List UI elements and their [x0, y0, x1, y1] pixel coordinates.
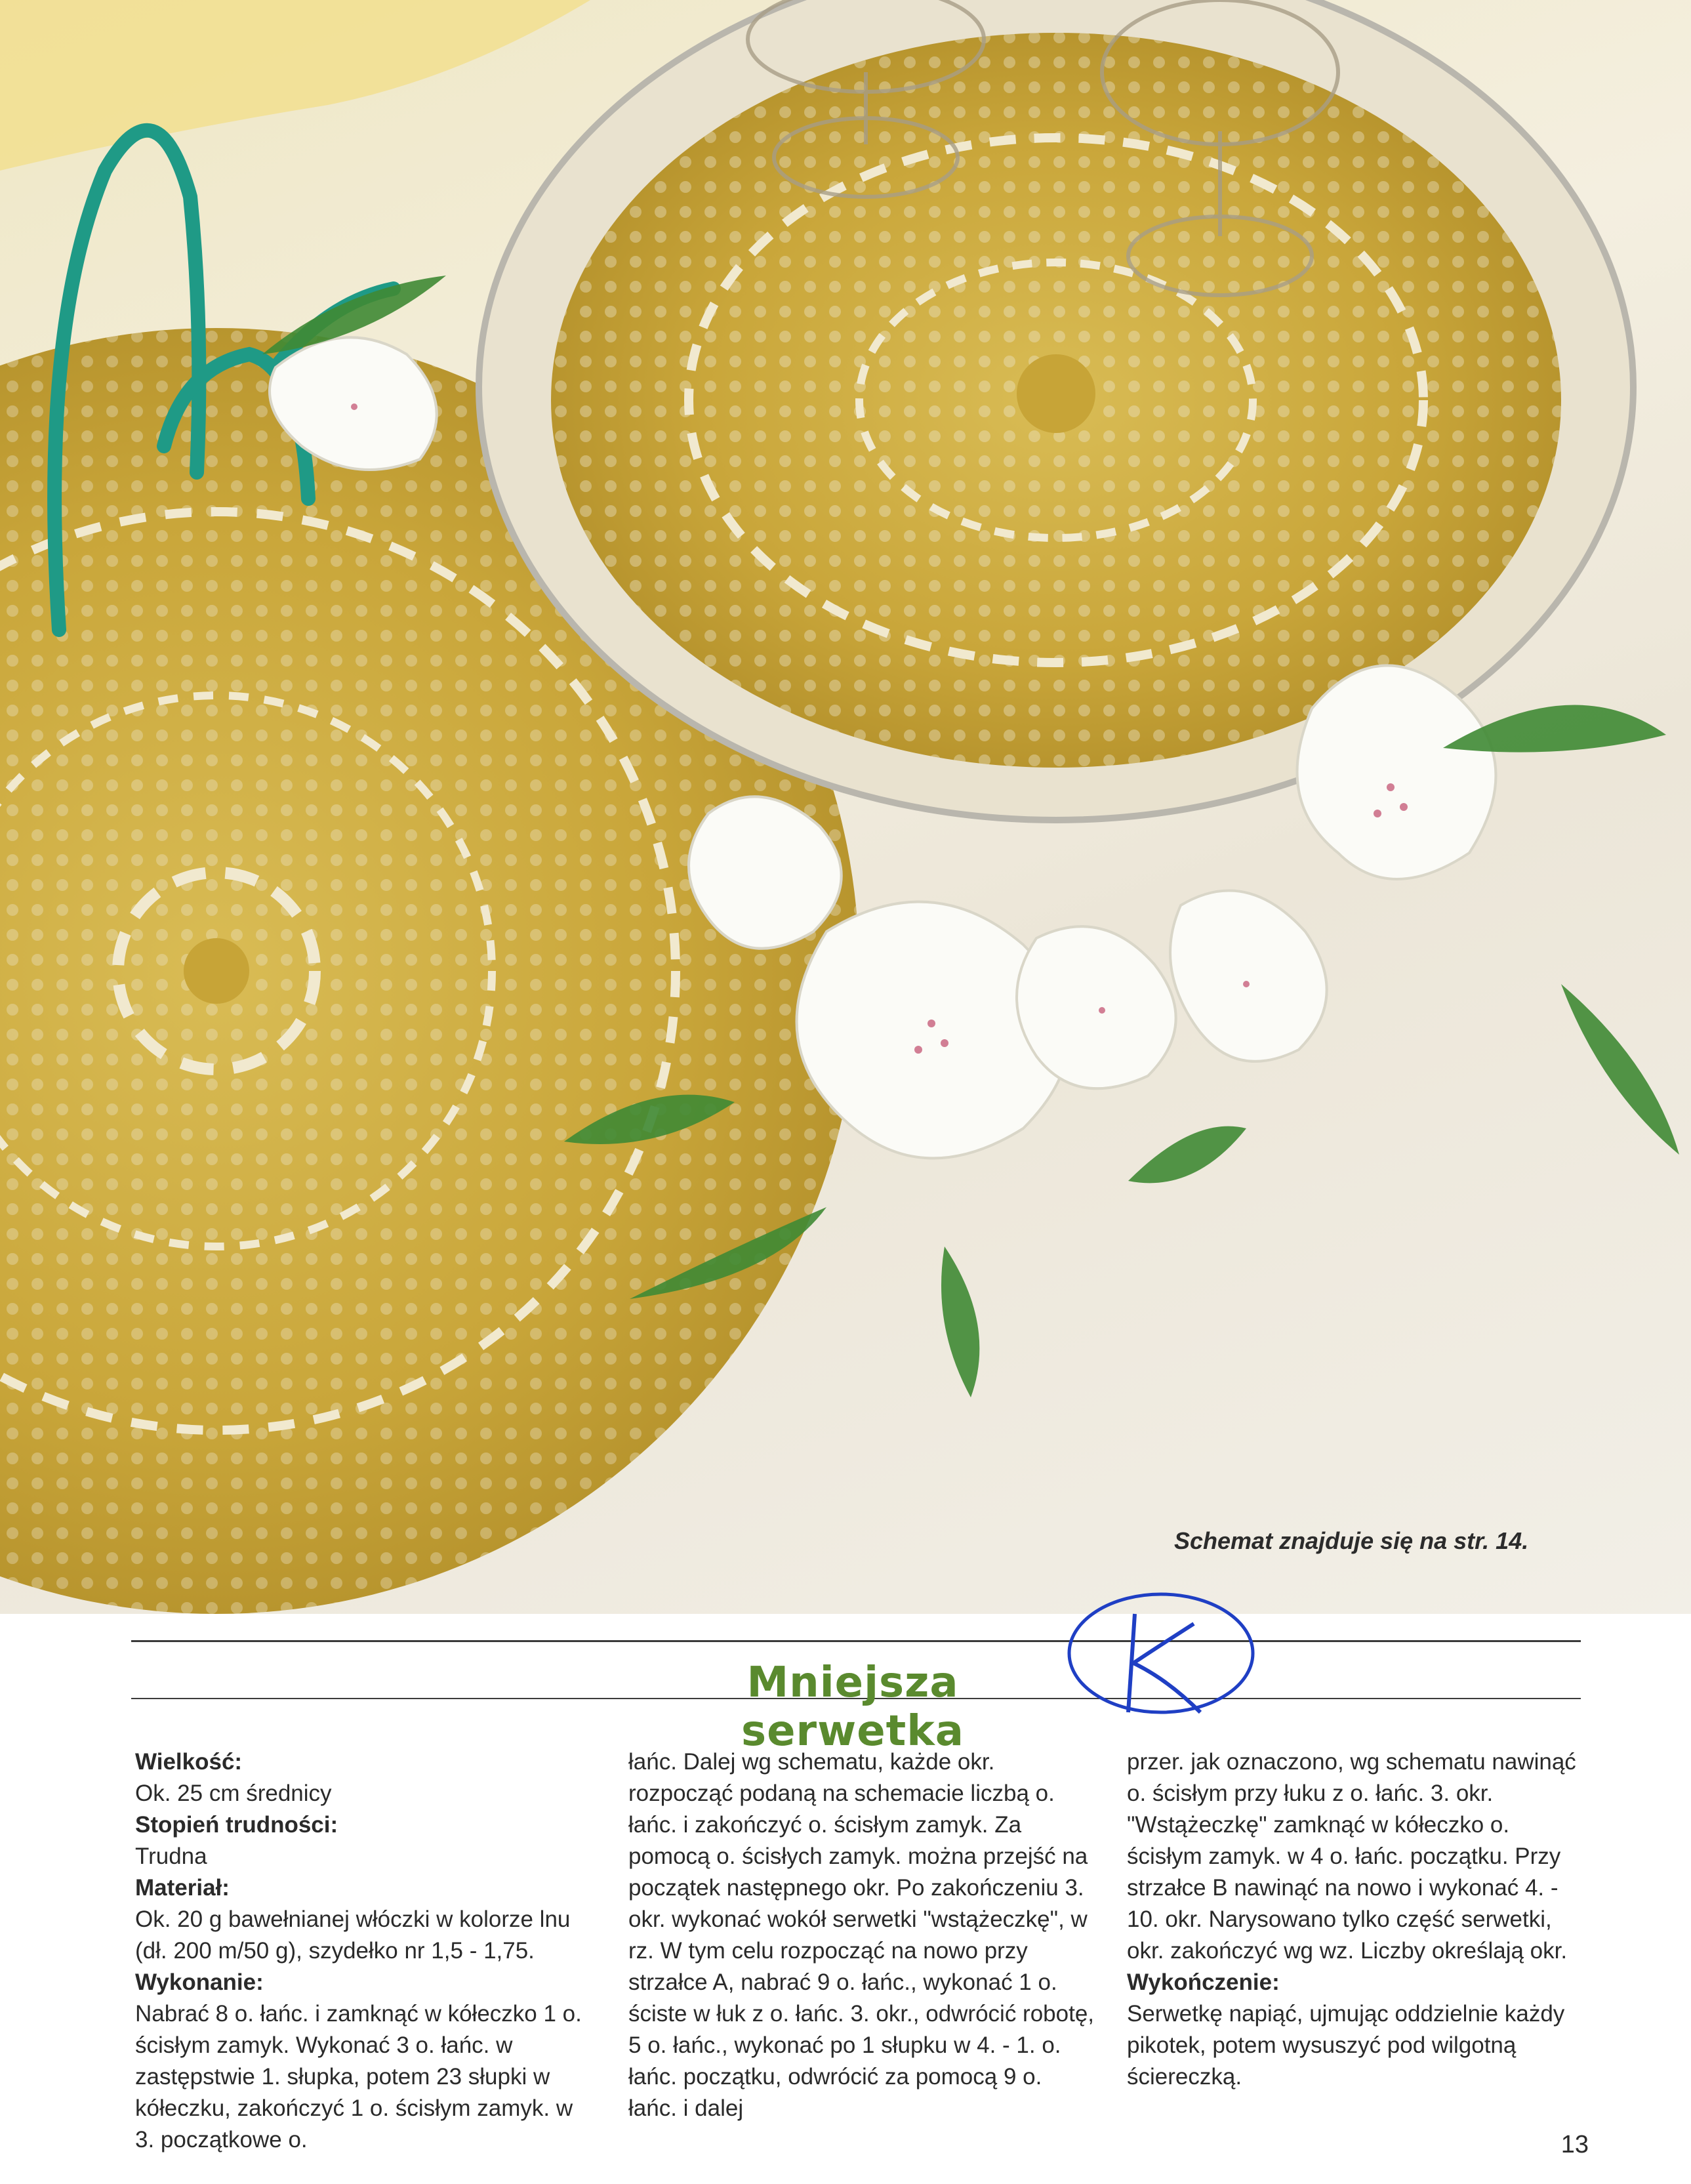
material-text: Ok. 20 g bawełnianej włóczki w kolorze lnu (dł. 200 m/50 g), szydełko nr 1,5 - 1,75. — [135, 1906, 571, 1964]
finishing-heading: Wykończenie: — [1127, 1969, 1280, 1995]
handwritten-stamp — [1056, 1588, 1266, 1732]
material-heading: Materiał: — [135, 1875, 230, 1901]
photo-caption: Schemat znajduje się na str. 14. — [1174, 1527, 1529, 1554]
article-title: Mniejsza serwetka — [741, 1659, 964, 1756]
drapery — [0, 0, 590, 171]
text-column-2 — [628, 1746, 1094, 2124]
header-rule-top — [131, 1640, 1581, 1642]
execution-text: Nabrać 8 o. łańc. i zamknąć w kółeczko 1 o. ścisłym zamyk. Wykonać 3 o. łańc. w zastępstwie 1. słupka, potem 23 słupki w kółeczku, zakończyć 1 o. ścisłym zamyk. w 3. początkowe o. — [135, 2001, 582, 2153]
page-number: 13 — [1560, 2131, 1589, 2158]
glass-plate-doily — [479, 0, 1633, 820]
text-column-1 — [135, 1746, 594, 2156]
size-heading: Wielkość: — [135, 1749, 243, 1775]
execution-continued-text: łańc. Dalej wg schematu, każde okr. rozpocząć podaną na schemacie liczbą o. łańc. i zakończyć o. ścisłym zamyk. Za pomocą o. ścisłych zamyk. można przejść na początek następnego okr. Po zakończeniu 3. okr. wykonać wokół serwetki "wstążeczkę", w rz. W tym celu rozpocząć na nowo przy strzałce A, nabrać 9 o. łańc., wykonać 1 o. ściste w łuk z o. łańc. 3. okr., odwrócić robotę, 5 o. łańc., wykonać po 1 słupku w 4. - 1. o. łańc. początku, odwrócić za pomocą 9 o. łańc. i dalej — [628, 1749, 1095, 2121]
difficulty-value: Trudna — [135, 1844, 207, 1869]
finishing-text: Serwetkę napiąć, ujmując oddzielnie każdy pikotek, potem wysuszyć pod wilgotną ściereczką. — [1127, 2001, 1565, 2090]
text-column-3 — [1127, 1746, 1586, 2093]
difficulty-heading: Stopień trudności: — [135, 1812, 338, 1838]
execution-heading: Wykonanie: — [135, 1969, 264, 1995]
size-value: Ok. 25 cm średnicy — [135, 1781, 332, 1806]
execution-final-text: przer. jak oznaczono, wg schematu nawinąć o. ścisłym przy łuku z o. łańc. 3. okr. "Wstążeczkę" zamknąć w kółeczko o. ścisłym zamyk. w 4 o. łańc. początku. Przy strzałce B nawinąć na nowo i wykonać 4. - 10. okr. Narysowano tylko część serwetki, okr. zakończyć wg wz. Liczby określają okr. — [1127, 1749, 1576, 1964]
